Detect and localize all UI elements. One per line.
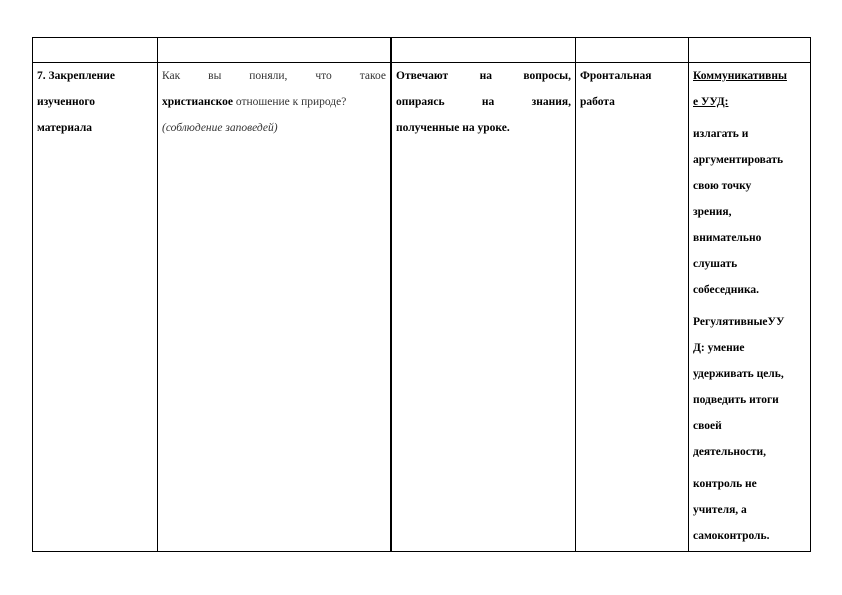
stage-line: 7. Закрепление — [37, 70, 115, 82]
empty-cell — [576, 38, 689, 63]
uud-reg-line: деятельности, — [693, 446, 767, 458]
uud-control-line: контроль не — [693, 478, 757, 490]
uud-comm-line: излагать и — [693, 128, 749, 140]
empty-cell — [33, 38, 158, 63]
uud-comm-line: собеседника. — [693, 284, 760, 296]
work-form-line: работа — [580, 96, 615, 108]
stage-cell — [33, 63, 158, 552]
teacher-answer-hint: (соблюдение заповедей) — [162, 122, 278, 134]
stage-line: материала — [37, 122, 93, 134]
christian-bold-word: христианское — [162, 96, 233, 108]
uud-comm-line: аргументировать — [693, 154, 784, 166]
lesson-plan-table — [32, 37, 811, 552]
uud-control-line: самоконтроль. — [693, 530, 770, 542]
uud-heading-line: е УУД: — [693, 96, 729, 108]
uud-cell — [689, 63, 811, 552]
table-row — [33, 63, 811, 552]
student-activity-cell — [391, 63, 576, 552]
empty-cell — [391, 38, 576, 63]
stage-line: изученного — [37, 96, 96, 108]
teacher-question-line: Как вы поняли, что такое — [162, 70, 386, 82]
uud-reg-line: своей — [693, 420, 722, 432]
work-form-line: Фронтальная — [580, 70, 652, 82]
empty-cell — [158, 38, 392, 63]
uud-reg-line: подведить итоги — [693, 394, 779, 406]
student-activity-line: полученные на уроке. — [396, 122, 510, 134]
uud-reg-line: удерживать цель, — [693, 368, 784, 380]
uud-reg-line: Д: умение — [693, 342, 745, 354]
teacher-question-rest: отношение к природе? — [232, 96, 347, 108]
uud-reg-line: РегулятивныеУУ — [693, 316, 785, 328]
uud-heading-line: Коммуникативны — [693, 70, 787, 82]
empty-cell — [689, 38, 811, 63]
student-activity-line: Отвечают на вопросы, — [396, 70, 571, 82]
table-row — [33, 38, 811, 63]
student-activity-line: опираясь на знания, — [396, 96, 571, 108]
teacher-activity-cell — [158, 63, 392, 552]
work-form-cell — [576, 63, 689, 552]
uud-comm-line: свою точку — [693, 180, 752, 192]
uud-comm-line: внимательно — [693, 232, 762, 244]
uud-comm-line: слушать — [693, 258, 738, 270]
uud-control-line: учителя, а — [693, 504, 747, 516]
uud-comm-line: зрения, — [693, 206, 732, 218]
teacher-question-line — [162, 89, 386, 115]
